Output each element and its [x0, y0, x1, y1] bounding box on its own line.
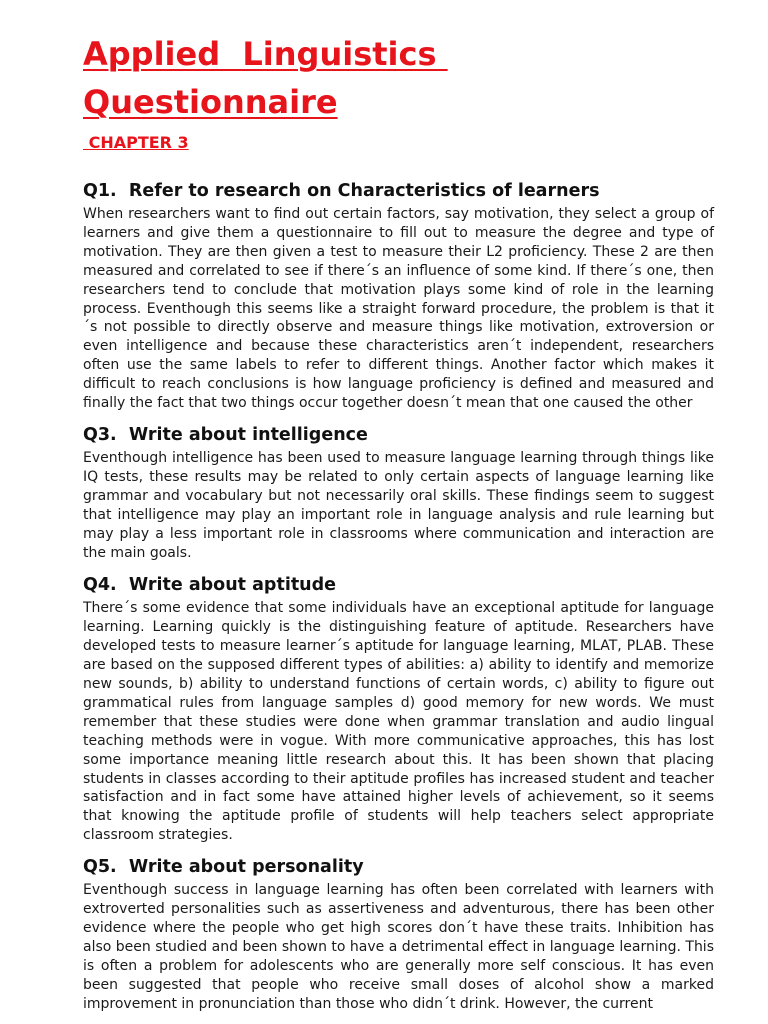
question-section-q1 [83, 180, 714, 413]
answer-paragraph: Eventhough success in language learning has often been correlated with learners with extroverted personalities such as assertiveness and adventurous, there has been other evidence where the people who get high scores don´t have these traits. Inhibition has also been studied and been shown to have a detrimental effect in language learning. This is often a problem for adolescents who are generally more self conscious. It has even been suggested that people who receive small doses of alcohol show a marked improvement in pronunciation than those who didn´t drink. However, the current [83, 882, 714, 1012]
question-section-q5 [83, 856, 714, 1013]
question-heading: Q1. Refer to research on Characteristics of learners [83, 181, 600, 201]
document-page [83, 30, 714, 1014]
chapter-label: CHAPTER 3 [83, 133, 189, 152]
question-heading: Q4. Write about aptitude [83, 575, 337, 596]
document-title-line-1: Applied Linguistics [83, 35, 448, 73]
document-title [83, 30, 714, 126]
question-section-q3 [83, 424, 714, 562]
answer-paragraph: Eventhough intelligence has been used to measure language learning through things like IQ tests, these results may be related to only certain aspects of language learning like grammar and vocabulary but not necessarily oral skills. These findings seem to suggest that intelligence may play an important role in language analysis and rule learning but may play a less important role in classrooms where communication and interaction are the main goals. [83, 449, 714, 561]
document-title-line-2: Questionnaire [83, 83, 338, 121]
question-section-q4 [83, 574, 714, 845]
question-heading: Q3. Write about intelligence [83, 424, 368, 445]
answer-paragraph: When researchers want to find out certain factors, say motivation, they select a group of learners and give them a questionnaire to fill out to measure the degree and type of motivation. They are then given a test to measure their L2 proficiency. These 2 are then measured and correlated to see if there´s an influence of some kind. If there´s one, then researchers tend to conclude that motivation plays some kind of role in the learning process. Eventhough this seems like a straight forward procedure, the problem is that it´s not possible to directly observe and measure things like motivation, extroversion or even intelligence and because these characteristics aren´t independent, researchers often use the same labels to refer to different things. Another factor which makes it difficult to reach conclusions is how language proficiency is defined and measured and finally the fact that two things occur together doesn´t mean that one caused the other [83, 206, 714, 412]
question-heading: Q5. Write about personality [83, 857, 364, 878]
answer-paragraph: There´s some evidence that some individuals have an exceptional aptitude for language learning. Learning quickly is the distinguishing feature of aptitude. Researchers have developed tests to measure learner´s aptitude for language learning, MLAT, PLAB. These are based on the supposed different types of abilities: a) ability to identify and memorize new sounds, b) ability to understand functions of certain words, c) ability to figure out grammatical rules from language samples d) good memory for new words. We must remember that these studies were done when grammar translation and audio lingual teaching methods were in vogue. With more communicative approaches, this has lost some importance meaning little research about this. It has been shown that placing students in classes according to their aptitude profiles has increased student and teacher satisfaction and in fact some have attained higher levels of achievement, so it seems that knowing the aptitude profile of students will help teachers select appropriate classroom strategies. [83, 600, 714, 844]
